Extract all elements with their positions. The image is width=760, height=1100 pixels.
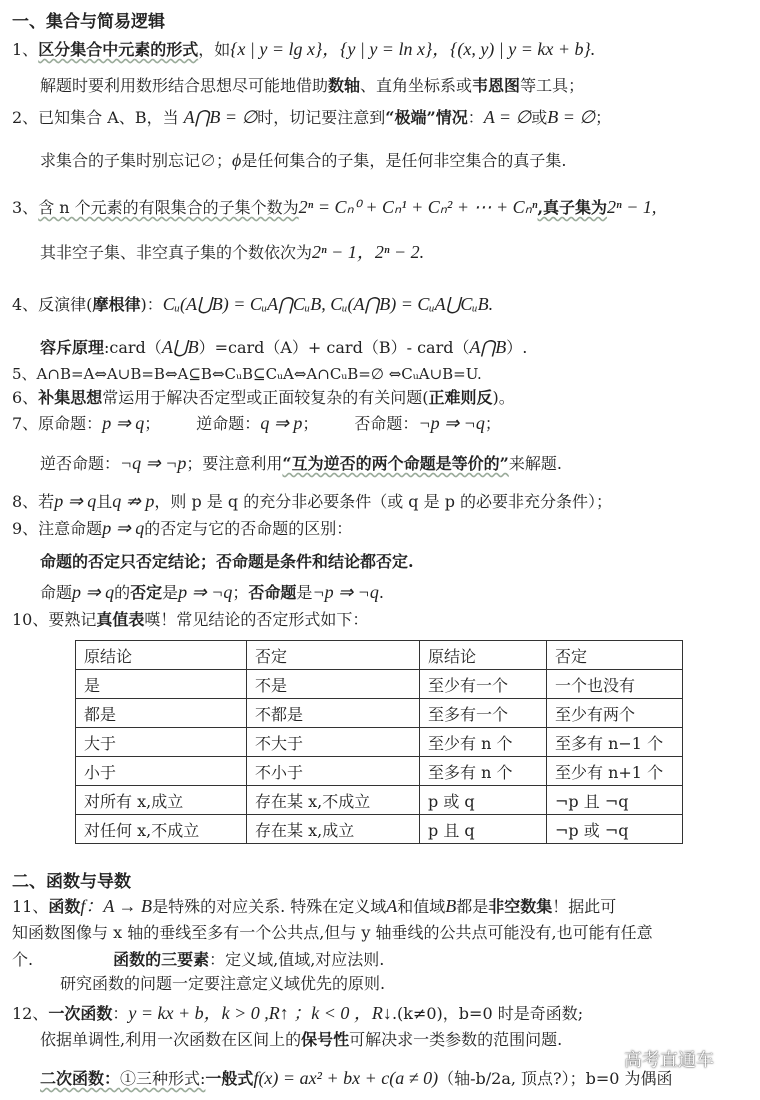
table-cell: 是 [76, 670, 247, 699]
table-header-row [76, 641, 683, 670]
table-header-cell: 原结论 [76, 641, 247, 670]
truth-table [75, 640, 683, 844]
table-cell: 不都是 [247, 699, 420, 728]
table-header-cell: 否定 [247, 641, 420, 670]
quadratic-function-line: 二次函数：①三种形式:一般式f(x) = ax² + bx + c(a ≠ 0)（轴-b/2a, 顶点?）；b=0 为偶函 [40, 1068, 673, 1088]
item-1-note: 解题时要利用数形结合思想尽可能地借助数轴、直角坐标系或韦恩图等工具； [40, 76, 585, 95]
table-header-cell: 原结论 [420, 641, 547, 670]
table-cell: 不是 [247, 670, 420, 699]
item-4-note: 容斥原理:card（A⋃B）=card（A）+ card（B）- card（A⋂B）. [40, 337, 528, 357]
item-8: 8、若p ⇒ q且q ⇏ p，则 p 是 q 的充分非必要条件（或 q 是 p 的必要非充分条件）； [12, 491, 613, 511]
table-row [76, 670, 683, 699]
item-9-note-1: 命题的否定只否定结论；否命题是条件和结论都否定. [40, 552, 414, 571]
table-cell: 至多有 n 个 [420, 757, 547, 786]
table-cell: 都是 [76, 699, 247, 728]
table-cell: ¬p 或 ¬q [547, 815, 683, 844]
table-cell: 不大于 [247, 728, 420, 757]
table-cell: p 或 q [420, 786, 547, 815]
table-cell: 至少有 n+1 个 [547, 757, 683, 786]
table-row [76, 728, 683, 757]
item-3: 3、含 n 个元素的有限集合的子集个数为2ⁿ = Cₙ⁰ + Cₙ¹ + Cₙ² + ⋯ + Cₙⁿ,真子集为2ⁿ − 1, [12, 197, 657, 217]
table-cell: 小于 [76, 757, 247, 786]
table-cell: ¬p 且 ¬q [547, 786, 683, 815]
section-title-functions: 二、函数与导数 [12, 872, 131, 892]
item-3-note: 其非空子集、非空真子集的个数依次为2ⁿ − 1，2ⁿ − 2. [40, 242, 425, 262]
table-cell: p 且 q [420, 815, 547, 844]
item-12: 12、一次函数：y = kx + b，k > 0 ,R↑ ；k < 0 ，R↓.(k≠0)，b=0 时是奇函数; [12, 1003, 584, 1023]
table-row [76, 815, 683, 844]
item-12-note: 依据单调性,利用一次函数在区间上的保号性可解决求一类参数的范围问题. [40, 1030, 563, 1049]
item-1: 1、区分集合中元素的形式，如{x | y = lg x}，{y | y = ln x}，{(x, y) | y = kx + b}. [12, 39, 596, 59]
item-11-line-4: 研究函数的问题一定要注意定义域优先的原则. [60, 974, 386, 993]
table-cell: 至多有一个 [420, 699, 547, 728]
table-cell: 大于 [76, 728, 247, 757]
table-cell: 对任何 x,不成立 [76, 815, 247, 844]
table-cell: 至少有两个 [547, 699, 683, 728]
item-9: 9、注意命题p ⇒ q的否定与它的否命题的区别： [12, 518, 353, 538]
item-2: 2、已知集合 A、B，当 A⋂B = ∅时，切记要注意到“极端”情况：A = ∅或B = ∅； [12, 107, 612, 127]
table-cell: 至少有 n 个 [420, 728, 547, 757]
table-row [76, 757, 683, 786]
table-cell: 一个也没有 [547, 670, 683, 699]
watermark: 高考直通车 [624, 1050, 714, 1071]
table-cell: 至多有 n−1 个 [547, 728, 683, 757]
table-row [76, 786, 683, 815]
item-9-note-2: 命题p ⇒ q的否定是p ⇒ ¬q；否命题是¬p ⇒ ¬q. [40, 582, 384, 602]
table-cell: 存在某 x,成立 [247, 815, 420, 844]
table-cell: 对所有 x,成立 [76, 786, 247, 815]
item-5: 5、A∩B=A⇔A∪B=B⇔A⊆B⇔CᵤB⊆CᵤA⇔A∩CᵤB=∅ ⇔CᵤA∪B=U. [12, 365, 482, 383]
item-6: 6、补集思想常运用于解决否定型或正面较复杂的有关问题(正难则反)。 [12, 388, 515, 407]
table-row [76, 699, 683, 728]
section-title-sets: 一、集合与简易逻辑 [12, 12, 165, 32]
item-11-line-3: 个. 函数的三要素：定义域,值域,对应法则. [12, 950, 385, 969]
item-10: 10、要熟记真值表嘆！常见结论的否定形式如下： [12, 610, 369, 629]
table-header-cell: 否定 [547, 641, 683, 670]
table-cell: 至少有一个 [420, 670, 547, 699]
table-cell: 不小于 [247, 757, 420, 786]
item-11-line-2: 知函数图像与 x 轴的垂线至多有一个公共点,但与 y 轴垂线的公共点可能没有,也可能有任意 [12, 923, 653, 942]
item-7-note: 逆否命题：¬q ⇒ ¬p；要注意利用“互为逆否的两个命题是等价的”来解题. [40, 453, 562, 473]
table-cell: 存在某 x,不成立 [247, 786, 420, 815]
item-7: 7、原命题：p ⇒ q； 逆命题：q ⇒ p； 否命题：¬p ⇒ ¬q； [12, 413, 501, 433]
item-2-note: 求集合的子集时别忘记∅；ϕ是任何集合的子集，是任何非空集合的真子集. [40, 150, 567, 170]
item-4: 4、反演律(摩根律)：Cᵤ(A⋃B) = CᵤA⋂CᵤB, Cᵤ(A⋂B) = CᵤA⋃CᵤB. [12, 294, 494, 314]
item-11: 11、函数f：A → B是特殊的对应关系. 特殊在定义域A和值域B都是非空数集！据此可 [12, 896, 617, 916]
